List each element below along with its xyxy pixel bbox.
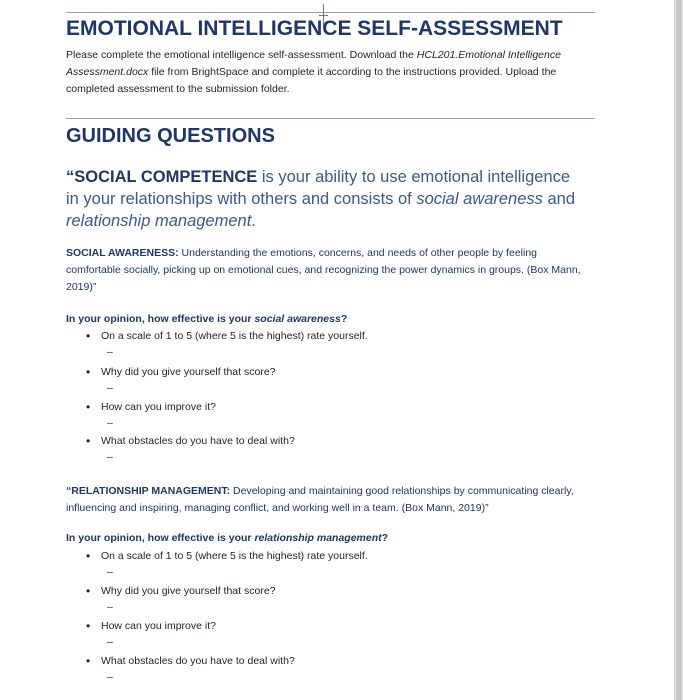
section-divider: [66, 118, 595, 119]
list-item: • What obstacles do you have to deal with?: [86, 435, 295, 447]
scrollbar-thumb[interactable]: [676, 0, 682, 700]
answer-field[interactable]: –: [107, 451, 113, 463]
answer-field[interactable]: –: [107, 636, 113, 648]
list-item: • On a scale of 1 to 5 (where 5 is the highest) rate yourself.: [86, 330, 368, 342]
page-title: EMOTIONAL INTELLIGENCE SELF-ASSESSMENT: [66, 17, 563, 40]
answer-field[interactable]: –: [107, 417, 113, 429]
answer-field[interactable]: –: [107, 671, 113, 683]
relationship-management-definition: “RELATIONSHIP MANAGEMENT: Developing and maintaining good relationships by communicating clearly, influencing and inspiring, managing conflict, and working well in a team. (Box Mann, 2019)”: [66, 485, 574, 514]
list-item: • How can you improve it?: [86, 401, 216, 413]
answer-field[interactable]: –: [107, 346, 113, 358]
answer-field[interactable]: –: [107, 382, 113, 394]
list-item: • How can you improve it?: [86, 620, 216, 632]
intro-paragraph: Please complete the emotional intelligence self-assessment. Download the HCL201.Emotional Intelligence Assessment.docx file from BrightSpace and complete it according to the instructions provided. Upload the completed assessment to the submission folder.: [66, 49, 561, 95]
social-awareness-question: In your opinion, how effective is your social awareness?: [66, 313, 348, 325]
top-divider: [66, 12, 595, 13]
social-awareness-definition: SOCIAL AWARENESS: Understanding the emotions, concerns, and needs of other people by feeling comfortable socially, picking up on emotional cues, and recognizing the power dynamics in groups. (Box Mann, 2019)”: [66, 247, 581, 293]
file-name: HCL201.Emotional Intelligence Assessment.docx: [66, 49, 561, 78]
social-competence-lead: “SOCIAL COMPETENCE is your ability to use emotional intelligence in your relationships with others and consists of social awareness and relationship management.: [66, 168, 576, 230]
vertical-scrollbar[interactable]: [674, 0, 683, 700]
list-item: • What obstacles do you have to deal with?: [86, 655, 295, 667]
relationship-management-question: In your opinion, how effective is your relationship management?: [66, 532, 389, 544]
answer-field[interactable]: –: [107, 566, 113, 578]
section-title: GUIDING QUESTIONS: [66, 125, 275, 147]
answer-field[interactable]: –: [107, 601, 113, 613]
list-item: • Why did you give yourself that score?: [86, 585, 276, 597]
list-item: • On a scale of 1 to 5 (where 5 is the highest) rate yourself.: [86, 550, 368, 562]
list-item: • Why did you give yourself that score?: [86, 366, 276, 378]
